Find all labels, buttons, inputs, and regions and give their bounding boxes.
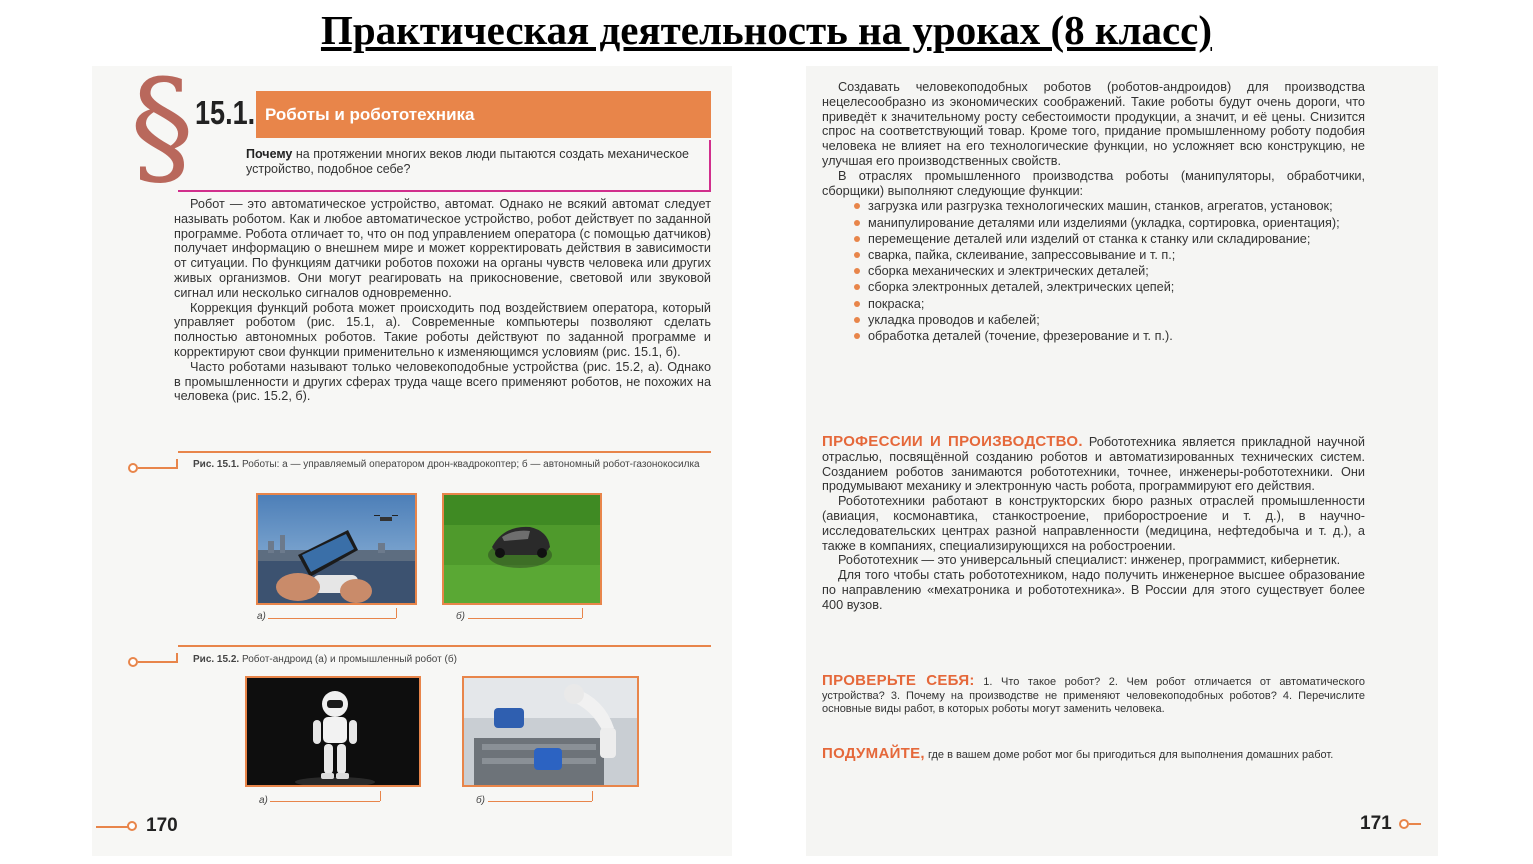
photo-label-line — [592, 791, 593, 801]
photo-label-b: б) — [456, 611, 465, 622]
list-item: загрузка или разгрузка технологических машин, станков, агрегатов, установок; — [850, 198, 1365, 214]
section-number: 15.1. — [195, 94, 256, 131]
photo-robot-lawnmower — [442, 493, 602, 605]
photo-label-line — [396, 608, 397, 618]
photo-label-b: б) — [476, 795, 485, 806]
figure-15-1-caption — [193, 458, 711, 471]
list-item: манипулирование деталями или изделиями (укладка, сортировка, ориентация); — [850, 215, 1365, 231]
slide-title: Практическая деятельность на уроках (8 класс) — [320, 7, 1213, 53]
page-number-right: 171 — [1360, 813, 1392, 834]
figure-marker-dot — [128, 657, 138, 667]
right-paragraph: В отраслях промышленного производства роботы (манипуляторы, обработчики, сборщики) выполняют следующие функции: — [822, 168, 1365, 198]
question-rest: на протяжении многих веков люди пытаются создать механическое устройство, подобное себе? — [246, 147, 689, 176]
figure-marker-dot — [128, 463, 138, 473]
photo-label-line — [270, 801, 380, 802]
page-number-left: 170 — [146, 815, 178, 836]
check-heading: ПРОВЕРЬТЕ СЕБЯ: — [822, 672, 975, 689]
photo-industrial-robot — [462, 676, 639, 787]
list-item: сборка электронных деталей, электрических цепей; — [850, 279, 1365, 295]
check-yourself-section — [822, 674, 1365, 717]
photo-drone-controller — [256, 493, 417, 605]
think-heading: ПОДУМАЙТЕ, — [822, 745, 925, 762]
right-paragraph: Создавать человекоподобных роботов (роботов-андроидов) для производства нецелесообразно из экономических соображений. Такие роботы будут очень дороги, что приведёт к значительному росту себестоимости продукции, а значит, и её цены. Снизится спрос на соответствующий товар. Кроме того, придание промышленному роботу подобия человека не влияет на его технологические функции, но усложняет всю конструкцию, не улучшая его производственных свойств. — [822, 80, 1365, 168]
figure-caption-text: Роботы: а — управляемый оператором дрон-квадрокоптер; б — автономный робот-газонокосилка — [239, 459, 700, 470]
left-paragraph: Часто роботами называют только человекоподобные устройства (рис. 15.2, а). Однако в промышленности и других сферах труда чаще всего применяют роботов, не похожих на человека (рис. 15.2, б). — [174, 359, 711, 404]
list-item: обработка деталей (точение, фрезерование и т. п.). — [850, 328, 1365, 344]
photo-label-line — [582, 608, 583, 618]
question-bold: Почему — [246, 147, 293, 161]
list-item: перемещение деталей или изделий от станка к станку или складирование; — [850, 231, 1365, 247]
functions-list — [850, 198, 1365, 344]
professions-heading: ПРОФЕССИИ И ПРОИЗВОДСТВО. — [822, 433, 1083, 450]
photo-label-line — [268, 618, 396, 619]
professions-paragraph: Робототехник — это универсальный специалист: инженер, программист, кибернетик. — [838, 553, 1341, 568]
photo-label-line — [488, 801, 592, 802]
think-section — [822, 747, 1365, 762]
page-number-dot — [127, 821, 137, 831]
page-number-line — [1409, 823, 1421, 825]
right-body-text — [822, 80, 1365, 344]
figure-caption-text: Робот-андроид (а) и промышленный робот (б) — [239, 654, 457, 665]
figure-marker-line — [138, 661, 176, 663]
photo-label-a: а) — [259, 795, 268, 806]
photo-label-line — [380, 791, 381, 801]
think-text: где в вашем доме робот мог бы пригодиться для выполнения домашних работ. — [924, 749, 1334, 761]
photo-label-a: а) — [257, 611, 266, 622]
figure-label: Рис. 15.1. — [193, 459, 240, 470]
list-item: покраска; — [850, 296, 1365, 312]
figure-15-2-caption — [193, 653, 711, 666]
figure-marker-line — [176, 459, 178, 469]
figure-rule — [178, 645, 711, 647]
list-item: сварка, пайка, склеивание, запрессовывание и т. п.; — [850, 247, 1365, 263]
section-symbol: § — [130, 53, 194, 202]
page-number-dot — [1399, 819, 1409, 829]
list-item: укладка проводов и кабелей; — [850, 312, 1365, 328]
intro-question — [246, 147, 706, 177]
professions-paragraph: Для того чтобы стать робототехником, надо получить инженерное высшее образование по направлению «мехатроника и робототехника». В России для этого существует более 400 вузов. — [822, 568, 1365, 612]
page-number-line — [96, 826, 128, 828]
section-title: Роботы и робототехника — [256, 91, 711, 138]
figure-marker-line — [138, 467, 176, 469]
professions-first-paragraph: Робототехника является прикладной научной отраслью, посвящённой созданию роботов и автоматизированных технических систем. Созданием роботов занимаются робототехники, точнее, инженеры-робототехники. Они продумывают механику и электронную часть робота, программируют его действия. — [822, 435, 1365, 494]
professions-paragraph: Робототехники работают в конструкторских бюро разных отраслей промышленности (авиация, космонавтика, станкостроение, приборостроение и т. д.), в научно-исследовательских центрах разной направленности (медицина, нефтедобыча и т. д.), а также в компаниях, специализирующихся на робостроении. — [822, 494, 1365, 553]
photo-label-line — [468, 618, 582, 619]
list-item: сборка механических и электрических деталей; — [850, 263, 1365, 279]
figure-marker-line — [176, 653, 178, 663]
professions-section — [822, 435, 1365, 613]
figure-rule — [178, 451, 711, 453]
figure-label: Рис. 15.2. — [193, 654, 240, 665]
photo-android-robot — [245, 676, 421, 787]
check-questions: 1. Что такое робот? 2. Чем робот отличается от автоматического устройства? 3. Почему на производстве не применяют человекоподобных роботов? 4. Перечислите основные виды работ, в которых роботы могут заменить человека. — [822, 676, 1365, 715]
left-paragraph: Коррекция функций робота может происходить под воздействием оператора, который управляет роботом (рис. 15.1, а). Современные компьютеры позволяют сделать полностью автономных роботов. Такие роботы действуют по заданной программе и корректируют свои функции применительно к изменяющимся условиям (рис. 15.1, б). — [174, 300, 711, 359]
left-body-text — [174, 197, 711, 404]
left-paragraph: Робот — это автоматическое устройство, автомат. Однако не всякий автомат следует называть роботом. Как и любое автоматическое устройство, робот действует по заданной программе. Робота отличает то, что он под управлением оператора (с помощью датчиков) получает информацию о внешнем мире и может корректировать действия в зависимости от ситуации. По функциям датчики роботов похожи на органы чувств человека или других живых организмов. Они могут реагировать на прикосновение, световой или звуковой сигнал или несколько сигналов одновременно. — [174, 197, 711, 300]
